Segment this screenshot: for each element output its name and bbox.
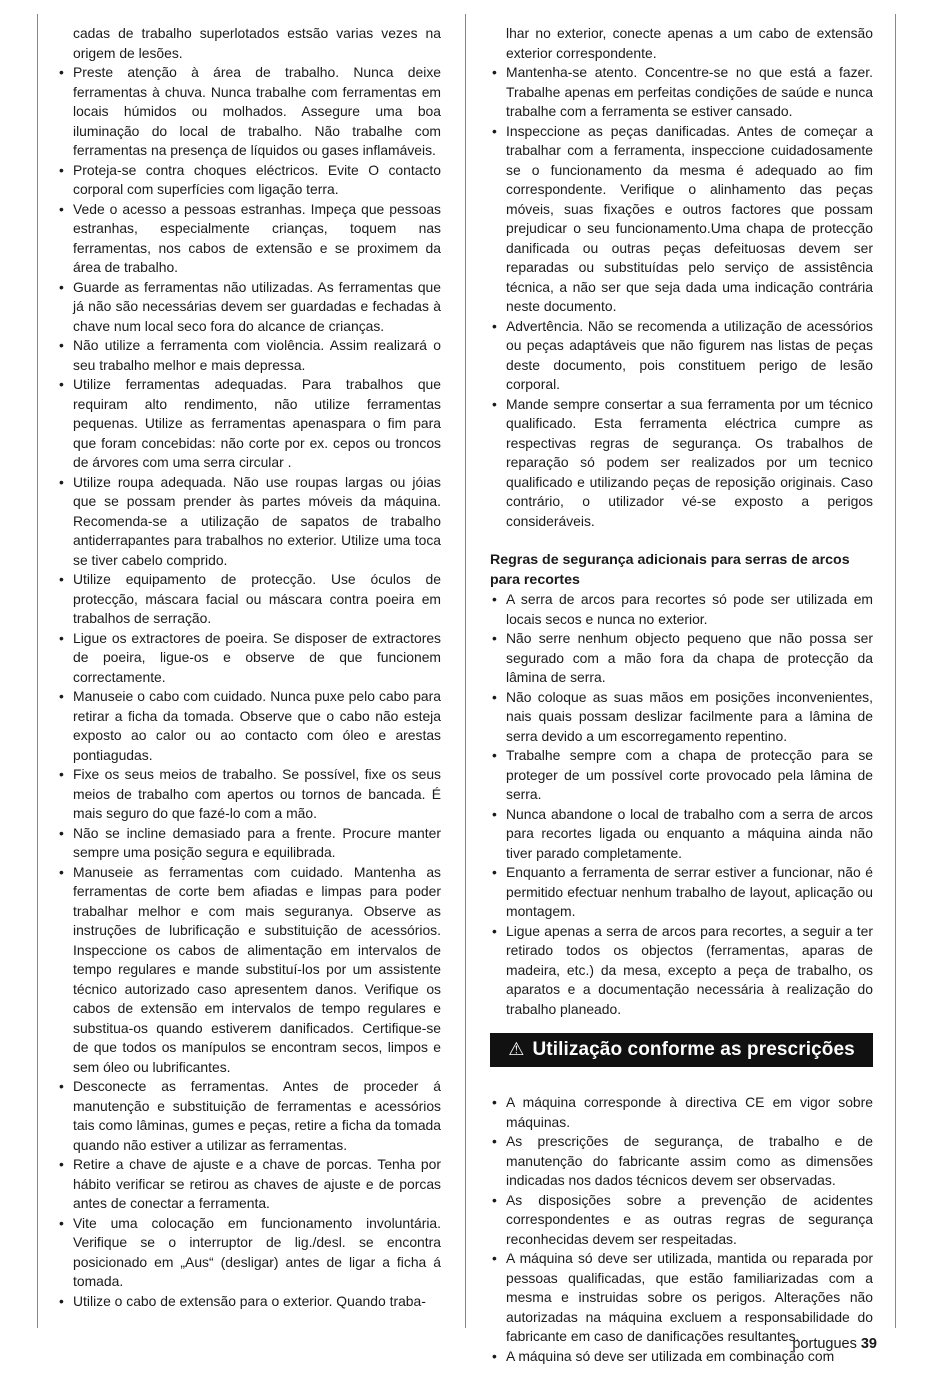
footer-language: portugues bbox=[792, 1336, 857, 1352]
right-safety-list bbox=[490, 24, 873, 531]
additional-rules-list bbox=[490, 590, 873, 1019]
list-item: cadas de trabalho superlotados estsão varias vezes na origem de lesões. bbox=[73, 25, 441, 61]
right-column bbox=[490, 24, 873, 1366]
list-item: • Não utilize a ferramenta com violência. Assim realizará o seu trabalho melhor e mais depressa. bbox=[57, 336, 441, 375]
list-item: • Preste atenção à área de trabalho. Nunca deixe ferramentas à chuva. Nunca trabalhe com ferramentas em locais húmidos ou molhados. Assegure uma boa iluminação do local de trabalho. Não trabalhe com ferramentas na presença de líquidos ou gases inflamáveis. bbox=[57, 63, 441, 161]
usage-section-banner bbox=[490, 1033, 873, 1067]
list-item: • Mantenha-se atento. Concentre-se no que está a fazer. Trabalhe apenas em perfeitas condições de saúde e nunca trabalhe com a ferramenta se estiver cansado. bbox=[490, 63, 873, 122]
list-item: • Nunca abandone o local de trabalho com a serra de arcos para recortes ligada ou enquanto a máquina ainda não tiver parado completamente. bbox=[490, 805, 873, 864]
list-item: • Guarde as ferramentas não utilizadas. As ferramentas que já não são necessárias devem ser guardadas e fechadas à chave num local seco fora do alcance de crianças. bbox=[57, 278, 441, 337]
list-item: • As prescrições de segurança, de trabalho e de manutenção do fabricante assim como as dimensões indicadas nos dados técnicos devem ser observadas. bbox=[490, 1132, 873, 1191]
list-item: • Ligue os extractores de poeira. Se disposer de extractores de poeira, ligue-os e observe de que funcionem correctamente. bbox=[57, 629, 441, 688]
usage-list bbox=[490, 1093, 873, 1366]
page-footer bbox=[792, 1336, 877, 1352]
right-margin-rule bbox=[895, 14, 896, 1328]
list-item: lhar no exterior, conecte apenas a um cabo de extensão exterior correspondente. bbox=[506, 25, 873, 61]
list-item: • Utilize roupa adequada. Não use roupas largas ou jóias que se possam prender às partes móveis da máquina. Recomenda-se a utilização de sapatos de trabalho antiderrapantes para trabalhos no exterior. Utilize uma toca se tiver cabelo comprido. bbox=[57, 473, 441, 571]
list-item: • Vite uma colocação em funcionamento involuntária. Verifique se o interruptor de lig./desl. se encontra posicionado em „Aus“ (desligar) antes de ligar a ficha á tomada. bbox=[57, 1214, 441, 1292]
list-item: • Manuseie as ferramentas com cuidado. Mantenha as ferramentas de corte bem afiadas e limpas para poder trabalhar melhor e com mais seguranya. Observe as instruções de lubrificação e substituição de acessórios. Inspeccione os cabos de alimentação em intervalos de tempo regulares e mande substituí-los por um assistente técnico autorizado caso apresentem danos. Verifique os cabos de extensão em intervalos de tempo regulares e substitua-os quando estiverem danificados. Certifique-se de que todos os manípulos se encontram secos, limpos e sem óleo ou lubrificantes. bbox=[57, 863, 441, 1078]
list-item: • Advertência. Não se recomenda a utilização de acessórios ou peças adaptáveis que não figurem nas listas de peças deste documento, pois constituem perigo de lesão corporal. bbox=[490, 317, 873, 395]
list-item: • Não se incline demasiado para a frente. Procure manter sempre uma posição segura e equilibrada. bbox=[57, 824, 441, 863]
page-number: 39 bbox=[860, 1336, 877, 1352]
list-item: • A serra de arcos para recortes só pode ser utilizada em locais secos e nunca no exterior. bbox=[490, 590, 873, 629]
usage-section-title: Utilização conforme as prescrições bbox=[532, 1039, 855, 1061]
additional-rules-heading: Regras de segurança adicionais para serras de arcos para recortes bbox=[490, 552, 850, 588]
list-item: • Retire a chave de ajuste e a chave de porcas. Tenha por hábito verificar se retirou as chaves de ajuste e de porcas antes de conectar a ferramenta. bbox=[57, 1155, 441, 1214]
list-item: • Trabalhe sempre com a chapa de protecção para se proteger de um possível corte provocado pela lâmina de serra. bbox=[490, 746, 873, 805]
list-item: • Manuseie o cabo com cuidado. Nunca puxe pelo cabo para retirar a ficha da tomada. Observe que o cabo não esteja exposto ao calor ou ao contacto com óleo e arestas pontiagudas. bbox=[57, 687, 441, 765]
list-item: • As disposições sobre a prevenção de acidentes correspondentes e as outras regras de segurança reconhecidas devem ser respeitadas. bbox=[490, 1191, 873, 1250]
list-item: • Não coloque as suas mãos em posições inconvenientes, nais quais possam deslizar facilmente para a lâmina de serra devido a um escorregamento repentino. bbox=[490, 688, 873, 747]
list-item: • Não serre nenhum objecto pequeno que não possa ser segurado com a mão fora da chapa de protecção da lâmina de serra. bbox=[490, 629, 873, 688]
list-item: • A máquina corresponde à directiva CE em vigor sobre máquinas. bbox=[490, 1093, 873, 1132]
left-margin-rule bbox=[37, 14, 38, 1328]
list-item: • A máquina só deve ser utilizada em combinação com bbox=[490, 1347, 873, 1367]
list-item: • A máquina só deve ser utilizada, mantida ou reparada por pessoas qualificadas, que estão familiarizadas com a mesma e instruidas sobre os perigos. Alterações não autorizadas na máquina excluem a responsabilidade do fabricante em caso de danificações resultantes. bbox=[490, 1249, 873, 1347]
list-item: • Fixe os seus meios de trabalho. Se possível, fixe os seus meios de trabalho com apertos ou tornos de bancada. É mais seguro do que fazé-lo com a mão. bbox=[57, 765, 441, 824]
list-item: • Desconecte as ferramentas. Antes de proceder á manutenção e substituição de ferramentas e acessórios tais como lâminas, gumes e peças, retire a ficha da tomada quando não estiver a utilizar as ferramentas. bbox=[57, 1077, 441, 1155]
left-safety-list bbox=[57, 24, 441, 1311]
left-column bbox=[57, 24, 441, 1311]
list-item: • Utilize o cabo de extensão para o exterior. Quando traba- bbox=[57, 1292, 441, 1312]
list-item: • Mande sempre consertar a sua ferramenta por um técnico qualificado. Esta ferramenta eléctrica cumpre as respectivas regras de segurança. Os trabalhos de reparação só podem ser realizados por um tecnico qualificado e utilizando peças de reposição originais. Caso contrário, o utilizador vé-se exposto a perigos consideráveis. bbox=[490, 395, 873, 532]
list-item: • Inspeccione as peças danificadas. Antes de começar a trabalhar com a ferramenta, inspeccione cuidadosamente se o funcionamento da mesma é adequado ao fim correspondente. Verifique o alinhamento das peças móveis, suas fixações e outros factores que possam prejudicar o seu funcionamento.Uma chapa de protecção danificada ou outras peças defeituosas devem ser reparadas ou substituídas pelo serviço de assistência técnica, a não ser que seja dada uma indicação contrária neste documento. bbox=[490, 122, 873, 317]
list-item: • Vede o acesso a pessoas estranhas. Impeça que pessoas estranhas, especialmente crianças, toquem nas ferramentas, nos cabos de extensão e se proximem da área de trabalho. bbox=[57, 200, 441, 278]
warning-icon: ⚠ bbox=[508, 1039, 525, 1060]
column-divider bbox=[465, 14, 466, 1328]
list-item: • Enquanto a ferramenta de serrar estiver a funcionar, não é permitido efectuar nenhum trabalho de layout, aplicação ou montagem. bbox=[490, 863, 873, 922]
list-item: • Ligue apenas a serra de arcos para recortes, a seguir a ter retirado todos os objectos (ferramentas, aparas de madeira, etc.) da mesa, excepto a peça de trabalho, os aparatos e a documentação necessária à realização do trabalho planeado. bbox=[490, 922, 873, 1020]
list-item: • Proteja-se contra choques eléctricos. Evite O contacto corporal com superfícies com ligação terra. bbox=[57, 161, 441, 200]
list-item: • Utilize equipamento de protecção. Use óculos de protecção, máscara facial ou máscara contra poeira em trabalhos de serração. bbox=[57, 570, 441, 629]
list-item: • Utilize ferramentas adequadas. Para trabalhos que requiram alto rendimento, não utilize ferramentas pequenas. Utilize as ferramentas apenaspara o fim para que foram concebidas: não corte por ex. cepos ou troncos de árvores com uma serra circular . bbox=[57, 375, 441, 473]
